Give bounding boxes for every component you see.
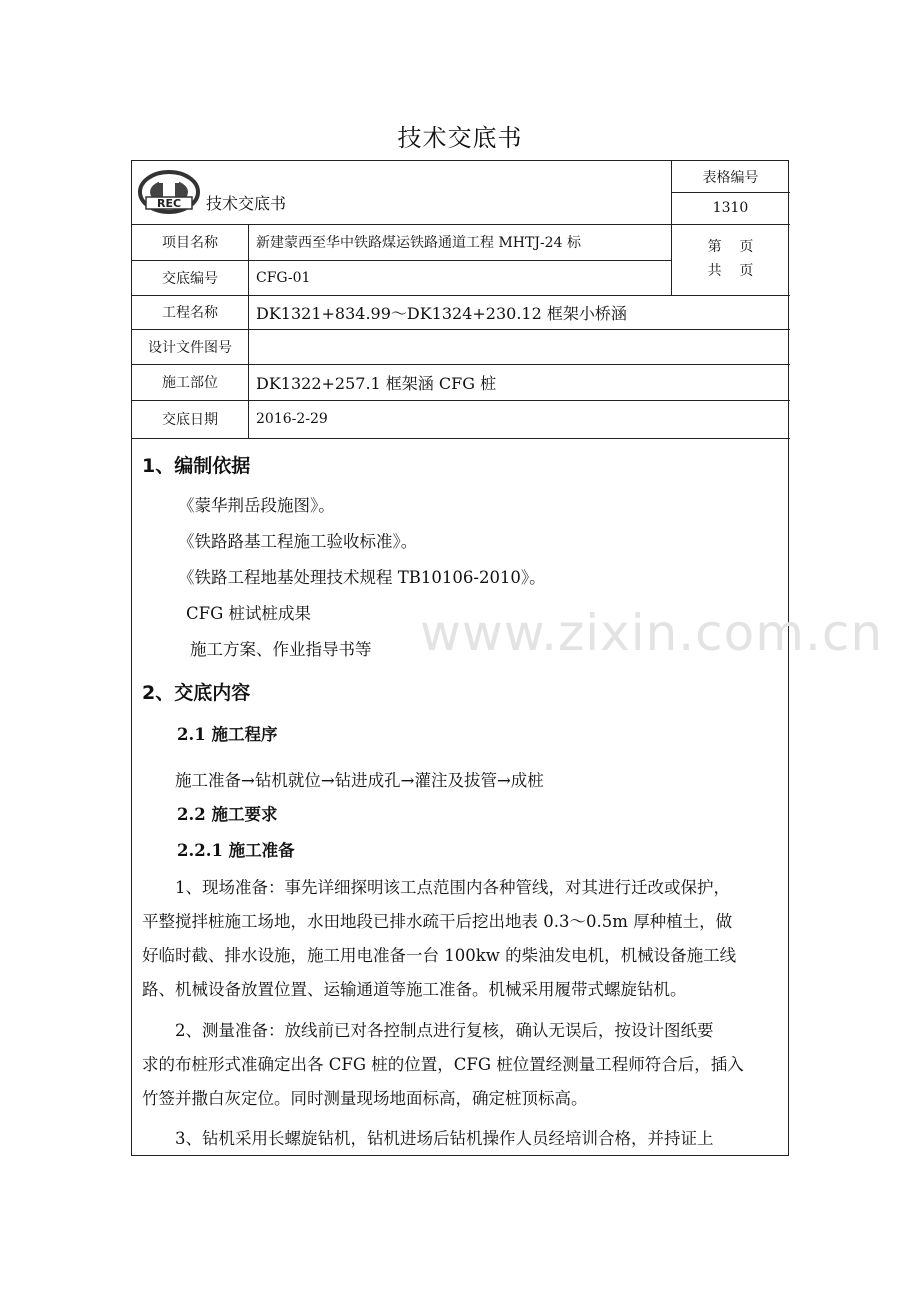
divider [132, 438, 790, 439]
divider [248, 224, 249, 438]
section-2-2-1-heading: 2.2.1 施工准备 [177, 841, 295, 860]
design-drawing-value [248, 329, 788, 364]
work-name-value: DK1321+834.99～DK1324+230.12 框架小桥涵 [256, 303, 627, 323]
section-2-heading: 2、交底内容 [142, 682, 251, 704]
section-2-2-heading: 2.2 施工要求 [177, 805, 278, 824]
construction-part-label: 施工部位 [162, 375, 218, 391]
reference-item: CFG 桩试桩成果 [186, 604, 311, 623]
divider [132, 400, 790, 401]
page-title: 技术交底书 [397, 124, 523, 152]
process-flow-text: 施工准备→钻机就位→钻进成孔→灌注及拔管→成桩 [175, 771, 544, 790]
handover-date-value: 2016-2-29 [256, 411, 328, 427]
form-title: 技术交底书 [206, 194, 287, 213]
project-name-value: 新建蒙西至华中铁路煤运铁路通道工程 MHTJ-24 标 [256, 235, 581, 251]
construction-part-value: DK1322+257.1 框架涵 CFG 桩 [256, 373, 497, 393]
form-number-value: 1310 [712, 200, 749, 216]
page-number-label: 第 页 [707, 239, 754, 255]
divider [132, 329, 790, 330]
reference-item: 《蒙华荆岳段施图》。 [178, 496, 335, 515]
handover-number-label: 交底编号 [162, 270, 218, 287]
project-name-label: 项目名称 [162, 235, 218, 251]
handover-number-value: CFG-01 [256, 269, 311, 286]
section-1-heading: 1、编制依据 [142, 455, 251, 477]
work-name-label: 工程名称 [162, 305, 218, 321]
reference-item: 施工方案、作业指导书等 [190, 640, 372, 659]
divider [132, 364, 790, 365]
paragraph-line: 1、现场准备：事先详细探明该工点范围内各种管线，对其进行迁改或保护， [175, 878, 730, 897]
logo-text: REC [156, 197, 182, 210]
paragraph-line: 求的布桩形式准确定出各 CFG 桩的位置，CFG 桩位置经测量工程师符合后，插入 [142, 1055, 744, 1074]
divider [671, 192, 790, 193]
paragraph-line: 好临时截、排水设施，施工用电准备一台 100kw 的柴油发电机，机械设备施工线 [142, 946, 737, 965]
design-drawing-label: 设计文件图号 [148, 339, 232, 356]
divider [132, 260, 671, 261]
paragraph-line: 3、钻机采用长螺旋钻机，钻机进场后钻机操作人员经培训合格，并持证上 [175, 1129, 714, 1148]
reference-item: 《铁路路基工程施工验收标准》。 [178, 532, 418, 551]
paragraph-line: 竹签并撒白灰定位。同时测量现场地面标高，确定桩顶标高。 [142, 1089, 588, 1108]
paragraph-line: 2、测量准备：放线前已对各控制点进行复核，确认无误后，按设计图纸要 [175, 1021, 714, 1040]
form-number-label: 表格编号 [702, 169, 759, 186]
divider [671, 161, 672, 295]
paragraph-line: 平整搅拌桩施工场地，水田地段已排水疏干后挖出地表 0.3～0.5m 厚种植土，做 [142, 912, 733, 931]
company-logo-icon [138, 169, 200, 215]
handover-date-label: 交底日期 [162, 412, 218, 428]
divider [132, 224, 790, 225]
reference-item: 《铁路工程地基处理技术规程 TB10106-2010》。 [178, 568, 546, 587]
watermark: www.zixin.com.cn [420, 604, 884, 662]
section-2-1-heading: 2.1 施工程序 [177, 725, 278, 744]
divider [132, 295, 790, 296]
total-pages-label: 共 页 [707, 263, 754, 279]
paragraph-line: 路、机械设备放置位置、运输通道等施工准备。机械采用履带式螺旋钻机。 [142, 980, 687, 999]
